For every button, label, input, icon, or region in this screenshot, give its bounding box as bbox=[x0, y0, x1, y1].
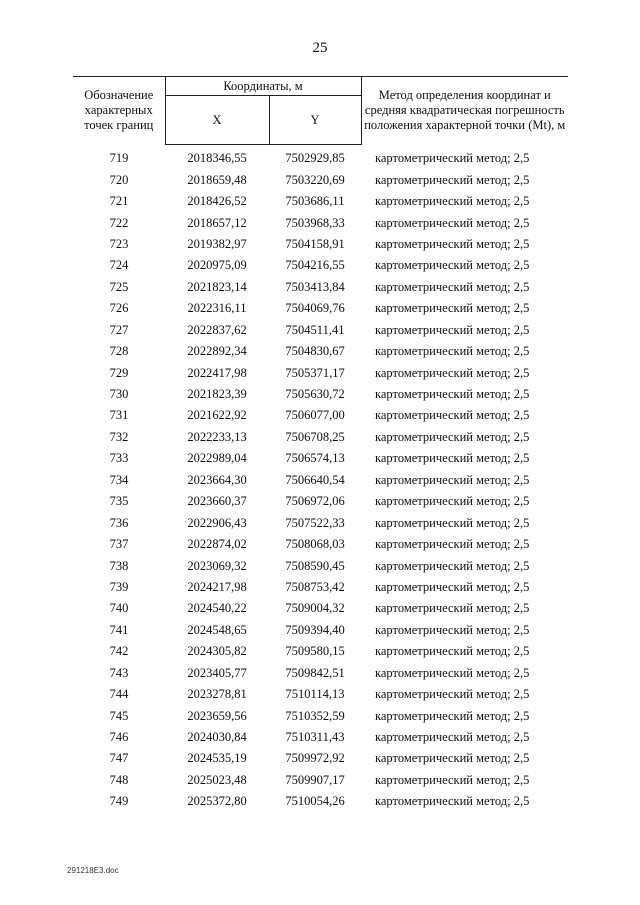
cell-point: 745 bbox=[109, 708, 129, 723]
cell-method: картометрический метод; 2,5 bbox=[375, 344, 530, 359]
cell-point: 734 bbox=[109, 472, 129, 487]
cell-method: картометрический метод; 2,5 bbox=[375, 772, 530, 787]
cell-x: 2025023,48 bbox=[187, 772, 247, 787]
coordinates-table bbox=[73, 76, 568, 813]
cell-point: 730 bbox=[109, 387, 129, 402]
table-row bbox=[73, 384, 568, 405]
cell-x: 2022837,62 bbox=[187, 322, 247, 337]
page-number: 25 bbox=[312, 40, 328, 56]
cell-point: 743 bbox=[109, 665, 129, 680]
cell-method: картометрический метод; 2,5 bbox=[375, 194, 530, 209]
cell-point: 728 bbox=[109, 344, 129, 359]
cell-method: картометрический метод; 2,5 bbox=[375, 451, 530, 466]
table-row bbox=[73, 577, 568, 598]
cell-x: 2024305,82 bbox=[187, 644, 247, 659]
cell-point: 733 bbox=[109, 451, 129, 466]
cell-x: 2023405,77 bbox=[187, 665, 247, 680]
table-row bbox=[73, 555, 568, 576]
cell-method: картометрический метод; 2,5 bbox=[375, 558, 530, 573]
cell-x: 2024535,19 bbox=[187, 751, 247, 766]
table-row bbox=[73, 212, 568, 233]
table-body bbox=[73, 145, 568, 813]
cell-method: картометрический метод; 2,5 bbox=[375, 279, 530, 294]
cell-y: 7503686,11 bbox=[285, 194, 345, 209]
cell-point: 725 bbox=[109, 279, 129, 294]
cell-x: 2023664,30 bbox=[187, 472, 247, 487]
cell-point: 729 bbox=[109, 365, 129, 380]
table-row bbox=[73, 663, 568, 684]
header-coordinates: Координаты, м bbox=[165, 77, 361, 96]
cell-x: 2018426,52 bbox=[187, 194, 247, 209]
cell-method: картометрический метод; 2,5 bbox=[375, 537, 530, 552]
cell-y: 7507522,33 bbox=[285, 515, 345, 530]
table-row bbox=[73, 470, 568, 491]
cell-method: картометрический метод; 2,5 bbox=[375, 730, 530, 745]
table-row bbox=[73, 191, 568, 212]
cell-x: 2023278,81 bbox=[187, 687, 247, 702]
cell-x: 2023069,32 bbox=[187, 558, 247, 573]
cell-method: картометрический метод; 2,5 bbox=[375, 172, 530, 187]
footer-filename: 291218E3.doc bbox=[67, 866, 119, 875]
cell-y: 7510054,26 bbox=[285, 794, 345, 809]
cell-method: картометрический метод; 2,5 bbox=[375, 215, 530, 230]
header-x: X bbox=[165, 96, 269, 145]
cell-point: 738 bbox=[109, 558, 129, 573]
cell-y: 7506640,54 bbox=[285, 472, 345, 487]
table-row bbox=[73, 727, 568, 748]
cell-x: 2022892,34 bbox=[187, 344, 247, 359]
cell-method: картометрический метод; 2,5 bbox=[375, 515, 530, 530]
cell-point: 722 bbox=[109, 215, 129, 230]
cell-point: 741 bbox=[109, 622, 129, 637]
cell-point: 746 bbox=[109, 730, 129, 745]
cell-point: 740 bbox=[109, 601, 129, 616]
cell-method: картометрический метод; 2,5 bbox=[375, 429, 530, 444]
table-row bbox=[73, 791, 568, 812]
table-row bbox=[73, 512, 568, 533]
cell-x: 2024217,98 bbox=[187, 579, 247, 594]
cell-x: 2022989,04 bbox=[187, 451, 247, 466]
cell-y: 7508590,45 bbox=[285, 558, 345, 573]
cell-y: 7509842,51 bbox=[285, 665, 345, 680]
cell-y: 7504511,41 bbox=[285, 322, 345, 337]
cell-x: 2018657,12 bbox=[187, 215, 247, 230]
table-row bbox=[73, 277, 568, 298]
cell-x: 2023660,37 bbox=[187, 494, 247, 509]
cell-y: 7505630,72 bbox=[285, 387, 345, 402]
table-row bbox=[73, 169, 568, 190]
cell-x: 2023659,56 bbox=[187, 708, 247, 723]
cell-method: картометрический метод; 2,5 bbox=[375, 301, 530, 316]
table-row bbox=[73, 684, 568, 705]
cell-y: 7509907,17 bbox=[285, 772, 345, 787]
table-row bbox=[73, 298, 568, 319]
cell-x: 2020975,09 bbox=[187, 258, 247, 273]
cell-point: 723 bbox=[109, 236, 129, 251]
cell-method: картометрический метод; 2,5 bbox=[375, 236, 530, 251]
cell-y: 7504158,91 bbox=[285, 236, 345, 251]
cell-x: 2021622,92 bbox=[187, 408, 247, 423]
cell-y: 7509004,32 bbox=[285, 601, 345, 616]
cell-y: 7504069,76 bbox=[285, 301, 345, 316]
table-row bbox=[73, 255, 568, 276]
table-row bbox=[73, 362, 568, 383]
cell-point: 732 bbox=[109, 429, 129, 444]
cell-y: 7508753,42 bbox=[285, 579, 345, 594]
cell-point: 742 bbox=[109, 644, 129, 659]
cell-point: 735 bbox=[109, 494, 129, 509]
table-row bbox=[73, 598, 568, 619]
table-row bbox=[73, 320, 568, 341]
table-row bbox=[73, 234, 568, 255]
cell-point: 736 bbox=[109, 515, 129, 530]
cell-x: 2024030,84 bbox=[187, 730, 247, 745]
cell-y: 7503220,69 bbox=[285, 172, 345, 187]
cell-method: картометрический метод; 2,5 bbox=[375, 408, 530, 423]
cell-x: 2021823,39 bbox=[187, 387, 247, 402]
cell-method: картометрический метод; 2,5 bbox=[375, 601, 530, 616]
table-row bbox=[73, 770, 568, 791]
cell-point: 747 bbox=[109, 751, 129, 766]
cell-point: 744 bbox=[109, 687, 129, 702]
cell-point: 727 bbox=[109, 322, 129, 337]
cell-x: 2018346,55 bbox=[187, 151, 247, 166]
cell-point: 731 bbox=[109, 408, 129, 423]
cell-point: 748 bbox=[109, 772, 129, 787]
cell-x: 2022316,11 bbox=[187, 301, 247, 316]
cell-point: 724 bbox=[109, 258, 129, 273]
cell-method: картометрический метод; 2,5 bbox=[375, 322, 530, 337]
cell-method: картометрический метод; 2,5 bbox=[375, 387, 530, 402]
cell-y: 7510114,13 bbox=[285, 687, 345, 702]
cell-y: 7509394,40 bbox=[285, 622, 345, 637]
table-row bbox=[73, 448, 568, 469]
cell-method: картометрический метод; 2,5 bbox=[375, 644, 530, 659]
cell-point: 749 bbox=[109, 794, 129, 809]
header-method: Метод определения координат и средняя квадратическая погрешность положения характерной точки (Mt), м bbox=[361, 77, 568, 145]
cell-method: картометрический метод; 2,5 bbox=[375, 494, 530, 509]
cell-point: 739 bbox=[109, 579, 129, 594]
cell-point: 737 bbox=[109, 537, 129, 552]
cell-method: картометрический метод; 2,5 bbox=[375, 665, 530, 680]
cell-y: 7509580,15 bbox=[285, 644, 345, 659]
cell-method: картометрический метод; 2,5 bbox=[375, 258, 530, 273]
cell-method: картометрический метод; 2,5 bbox=[375, 365, 530, 380]
cell-point: 719 bbox=[109, 150, 129, 165]
cell-y: 7503413,84 bbox=[285, 279, 345, 294]
table-row bbox=[73, 641, 568, 662]
table-row bbox=[73, 620, 568, 641]
cell-y: 7508068,03 bbox=[285, 537, 345, 552]
cell-method: картометрический метод; 2,5 bbox=[375, 751, 530, 766]
cell-x: 2022233,13 bbox=[187, 429, 247, 444]
cell-y: 7509972,92 bbox=[285, 751, 345, 766]
cell-y: 7506708,25 bbox=[285, 429, 345, 444]
cell-method: картометрический метод; 2,5 bbox=[375, 622, 530, 637]
header-designation: Обозначение характерных точек границ bbox=[73, 77, 165, 145]
cell-x: 2024540,22 bbox=[187, 601, 247, 616]
cell-y: 7510311,43 bbox=[285, 730, 345, 745]
cell-x: 2022906,43 bbox=[187, 515, 247, 530]
cell-y: 7510352,59 bbox=[285, 708, 345, 723]
cell-method: картометрический метод; 2,5 bbox=[375, 794, 530, 809]
table-row bbox=[73, 534, 568, 555]
table-row bbox=[73, 491, 568, 512]
cell-y: 7503968,33 bbox=[285, 215, 345, 230]
cell-y: 7504216,55 bbox=[285, 258, 345, 273]
cell-x: 2022417,98 bbox=[187, 365, 247, 380]
cell-method: картометрический метод; 2,5 bbox=[375, 579, 530, 594]
table-row bbox=[73, 405, 568, 426]
cell-point: 721 bbox=[109, 194, 129, 209]
cell-y: 7506972,06 bbox=[285, 494, 345, 509]
header-y: Y bbox=[269, 96, 361, 145]
table-row bbox=[73, 427, 568, 448]
cell-y: 7505371,17 bbox=[285, 365, 345, 380]
cell-y: 7502929,85 bbox=[285, 151, 345, 166]
table-row bbox=[73, 748, 568, 769]
table-row bbox=[73, 705, 568, 726]
cell-x: 2025372,80 bbox=[187, 794, 247, 809]
cell-point: 726 bbox=[109, 301, 129, 316]
cell-x: 2018659,48 bbox=[187, 172, 247, 187]
cell-method: картометрический метод; 2,5 bbox=[375, 150, 530, 165]
cell-x: 2022874,02 bbox=[187, 537, 247, 552]
cell-point: 720 bbox=[109, 172, 129, 187]
cell-x: 2021823,14 bbox=[187, 279, 247, 294]
cell-method: картометрический метод; 2,5 bbox=[375, 472, 530, 487]
cell-y: 7504830,67 bbox=[285, 344, 345, 359]
table-row bbox=[73, 341, 568, 362]
cell-y: 7506077,00 bbox=[285, 408, 345, 423]
cell-x: 2024548,65 bbox=[187, 622, 247, 637]
cell-x: 2019382,97 bbox=[187, 236, 247, 251]
table-row bbox=[73, 145, 568, 170]
cell-y: 7506574,13 bbox=[285, 451, 345, 466]
cell-method: картометрический метод; 2,5 bbox=[375, 708, 530, 723]
cell-method: картометрический метод; 2,5 bbox=[375, 687, 530, 702]
